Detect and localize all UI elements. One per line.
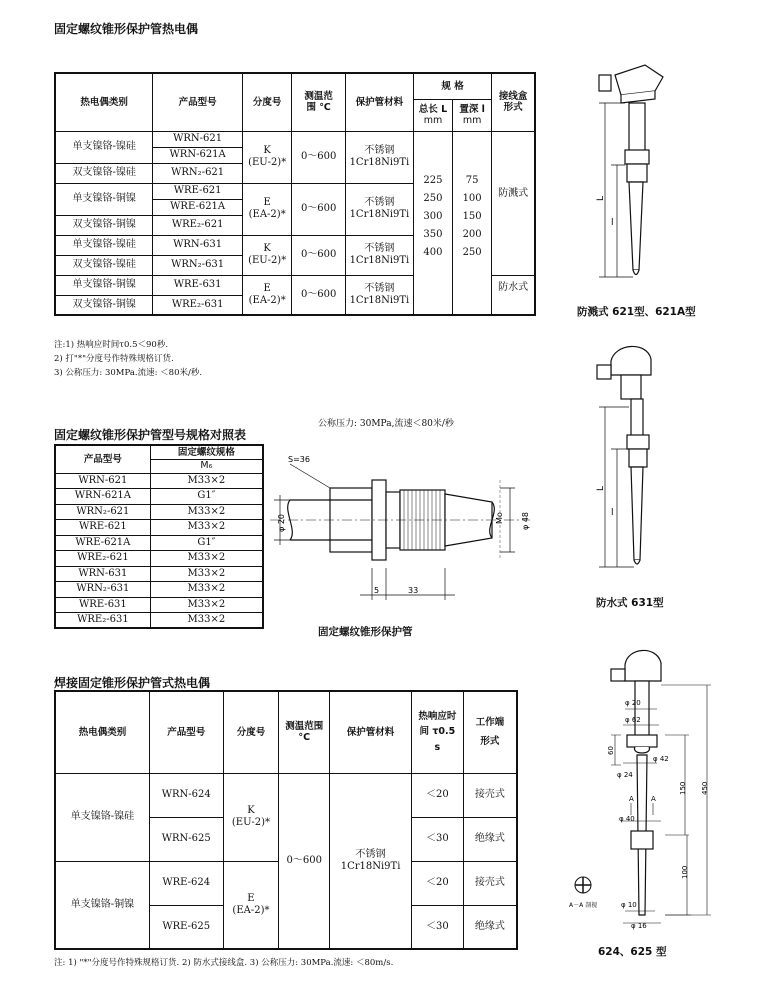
grad-cell: K (EU-2)* bbox=[242, 131, 291, 183]
pressure-note: 公称压力: 30MPa,流速＜80米/秒 bbox=[318, 419, 454, 429]
caption-631: 防水式 631型 bbox=[596, 597, 664, 609]
d48-label: φ 48 bbox=[521, 512, 530, 530]
section-aa-symbol bbox=[575, 877, 591, 893]
table-cell: M33×2 bbox=[150, 551, 263, 567]
dim-d42: φ 42 bbox=[653, 755, 669, 763]
fitting-caption: 固定螺纹锥形保护管 bbox=[318, 626, 413, 638]
table-cell: WRN₂-631 bbox=[55, 582, 150, 598]
thermocouple-624-drawing bbox=[565, 635, 725, 935]
dim-150: 150 bbox=[679, 781, 687, 795]
header-length: 总长 L mm bbox=[413, 99, 452, 131]
dim-d10: φ 10 bbox=[621, 901, 637, 909]
table-cell: WRE-621A bbox=[55, 535, 150, 551]
table-cell: WRE-631 bbox=[153, 275, 243, 295]
table-cell: M33×2 bbox=[150, 582, 263, 598]
s-label: S=36 bbox=[288, 455, 310, 464]
box-cell: 防水式 bbox=[492, 275, 535, 315]
note-line: 2) 打"*"分度号作特殊规格订货. bbox=[54, 354, 174, 364]
dim-L: L bbox=[596, 485, 606, 491]
header-model: 产品型号 bbox=[153, 73, 243, 131]
table-cell: WRE-621A bbox=[153, 199, 243, 215]
mo-label: Mo bbox=[495, 512, 504, 524]
header-depth: 置深 l mm bbox=[453, 99, 492, 131]
header-material: 保护管材料 bbox=[330, 691, 412, 773]
table-cell: WRN-625 bbox=[149, 817, 223, 861]
table-cell: M33×2 bbox=[150, 504, 263, 520]
dim-d40: φ 40 bbox=[619, 815, 635, 823]
caption-621: 防溅式 621型、621A型 bbox=[577, 306, 696, 318]
header-grad: 分度号 bbox=[223, 691, 279, 773]
welded-thermocouple-table bbox=[54, 690, 518, 950]
table-cell: 单支镍铬-铜镍 bbox=[55, 861, 149, 949]
depth-cell: 75 100 150 200 250 bbox=[453, 131, 492, 315]
table-cell: WRN-631 bbox=[55, 566, 150, 582]
section-aa-label: A－A 剖视 bbox=[569, 902, 598, 909]
table-cell: 单支镍铬-镍硅 bbox=[55, 131, 153, 163]
table-cell: M33×2 bbox=[150, 520, 263, 536]
thermocouple-spec-table bbox=[54, 72, 536, 316]
material-cell: 不锈钢 1Cr18Ni9Ti bbox=[330, 773, 412, 949]
table-cell: WRE-624 bbox=[149, 861, 223, 905]
table-cell: G1″ bbox=[150, 489, 263, 505]
table-cell: ＜30 bbox=[411, 817, 463, 861]
table-cell: 接壳式 bbox=[463, 773, 517, 817]
grad-cell: K (EU-2)* bbox=[223, 773, 279, 861]
table-cell: 绝缘式 bbox=[463, 905, 517, 949]
section-a-left: A bbox=[629, 795, 634, 803]
material-cell: 不锈钢 1Cr18Ni9Ti bbox=[345, 131, 413, 183]
range-cell: 0～600 bbox=[292, 131, 346, 183]
table-cell: M33×2 bbox=[150, 566, 263, 582]
header-material: 保护管材料 bbox=[345, 73, 413, 131]
grad-cell: K (EU-2)* bbox=[242, 235, 291, 275]
header-response: 热响应时 间 τ0.5 s bbox=[411, 691, 463, 773]
table-cell: WRN-624 bbox=[149, 773, 223, 817]
table-cell: 绝缘式 bbox=[463, 817, 517, 861]
range-cell: 0～600 bbox=[292, 275, 346, 315]
header-model: 产品型号 bbox=[55, 445, 150, 473]
dim-d16: φ 16 bbox=[631, 922, 647, 930]
dim-d62: φ 62 bbox=[625, 716, 641, 724]
table-cell: 单支镍铬-铜镍 bbox=[55, 183, 153, 215]
table-cell: M33×2 bbox=[150, 613, 263, 629]
dim-33: 33 bbox=[408, 586, 419, 595]
header-type: 热电偶类别 bbox=[55, 691, 149, 773]
table-cell: 双支镍铬-镍硅 bbox=[55, 255, 153, 275]
table-cell: ＜20 bbox=[411, 773, 463, 817]
table-cell: WRE-625 bbox=[149, 905, 223, 949]
table-cell: 单支镍铬-铜镍 bbox=[55, 275, 153, 295]
header-thread: 固定螺纹规格 bbox=[150, 445, 263, 459]
section-a-right: A bbox=[651, 795, 656, 803]
section-title-1: 固定螺纹锥形保护管热电偶 bbox=[54, 22, 199, 36]
range-cell: 0～600 bbox=[292, 235, 346, 275]
dim-450: 450 bbox=[701, 781, 709, 795]
dim-5: 5 bbox=[374, 586, 380, 595]
table-cell: WRN-621 bbox=[55, 473, 150, 489]
table-cell: 单支镍铬-镍硅 bbox=[55, 235, 153, 255]
thermocouple-631-drawing bbox=[585, 335, 675, 585]
note-line: 注:1) 热响应时间τ0.5＜90秒. bbox=[54, 340, 169, 350]
table-cell: 单支镍铬-镍硅 bbox=[55, 773, 149, 861]
header-range: 测温范 围 ℃ bbox=[292, 73, 346, 131]
header-box: 接线盒 形式 bbox=[492, 73, 535, 131]
dim-L: L bbox=[596, 195, 606, 201]
table-cell: 双支镍铬-铜镍 bbox=[55, 215, 153, 235]
dim-l: l bbox=[611, 508, 614, 518]
header-model: 产品型号 bbox=[149, 691, 223, 773]
caption-624: 624、625 型 bbox=[598, 946, 667, 958]
fitting-drawing bbox=[270, 440, 550, 620]
note-line: 3) 公称压力: 30MPa.流速: ＜80米/秒. bbox=[54, 368, 203, 378]
thread-spec-table bbox=[54, 444, 264, 629]
dim-d20: φ 20 bbox=[625, 699, 641, 707]
d20-label: φ 20 bbox=[277, 514, 286, 532]
section-title-3: 焊接固定锥形保护管式热电偶 bbox=[54, 676, 211, 690]
table-cell: 双支镍铬-镍硅 bbox=[55, 163, 153, 183]
notes-1 bbox=[54, 338, 202, 380]
table-cell: WRE-631 bbox=[55, 597, 150, 613]
dim-100: 100 bbox=[681, 865, 689, 879]
grad-cell: E (EA-2)* bbox=[223, 861, 279, 949]
material-cell: 不锈钢 1Cr18Ni9Ti bbox=[345, 235, 413, 275]
table-cell: G1″ bbox=[150, 535, 263, 551]
header-grad: 分度号 bbox=[242, 73, 291, 131]
table-cell: WRE-621 bbox=[153, 183, 243, 199]
table-cell: M33×2 bbox=[150, 597, 263, 613]
dim-60: 60 bbox=[607, 746, 615, 755]
header-range: 测温范围 °C bbox=[279, 691, 330, 773]
header-work: 工作端 形式 bbox=[463, 691, 517, 773]
table-cell: WRN₂-621 bbox=[55, 504, 150, 520]
header-spec: 规 格 bbox=[413, 73, 491, 99]
dim-l: l bbox=[611, 218, 614, 228]
range-cell: 0～600 bbox=[279, 773, 330, 949]
grad-cell: E (EA-2)* bbox=[242, 275, 291, 315]
table-cell: WRE₂-631 bbox=[153, 295, 243, 315]
table-cell: WRN-621A bbox=[55, 489, 150, 505]
grad-cell: E (EA-2)* bbox=[242, 183, 291, 235]
header-type: 热电偶类别 bbox=[55, 73, 153, 131]
range-cell: 0～600 bbox=[292, 183, 346, 235]
table-cell: ＜20 bbox=[411, 861, 463, 905]
dim-d24: φ 24 bbox=[617, 771, 633, 779]
table-cell: WRE₂-621 bbox=[55, 551, 150, 567]
table-cell: WRN-621 bbox=[153, 131, 243, 147]
table-cell: WRE₂-631 bbox=[55, 613, 150, 629]
note-3: 注: 1) "*"分度号作特殊规格订货. 2) 防水式接线盒. 3) 公称压力: 30MPa.流速: ＜80m/s. bbox=[54, 958, 394, 968]
table-cell: WRN-631 bbox=[153, 235, 243, 255]
table-cell: WRE₂-621 bbox=[153, 215, 243, 235]
table-cell: WRE-621 bbox=[55, 520, 150, 536]
table-cell: WRN-621A bbox=[153, 147, 243, 163]
table-cell: WRN₂-621 bbox=[153, 163, 243, 183]
section-title-2: 固定螺纹锥形保护管型号规格对照表 bbox=[54, 428, 247, 442]
material-cell: 不锈钢 1Cr18Ni9Ti bbox=[345, 183, 413, 235]
table-cell: ＜30 bbox=[411, 905, 463, 949]
material-cell: 不锈钢 1Cr18Ni9Ti bbox=[345, 275, 413, 315]
table-cell: M33×2 bbox=[150, 473, 263, 489]
table-cell: WRN₂-631 bbox=[153, 255, 243, 275]
header-m: M₆ bbox=[150, 459, 263, 473]
table-cell: 双支镍铬-铜镍 bbox=[55, 295, 153, 315]
thermocouple-621-drawing bbox=[585, 55, 675, 300]
box-cell: 防溅式 bbox=[492, 131, 535, 275]
table-cell: 接壳式 bbox=[463, 861, 517, 905]
length-cell: 225 250 300 350 400 bbox=[413, 131, 452, 315]
